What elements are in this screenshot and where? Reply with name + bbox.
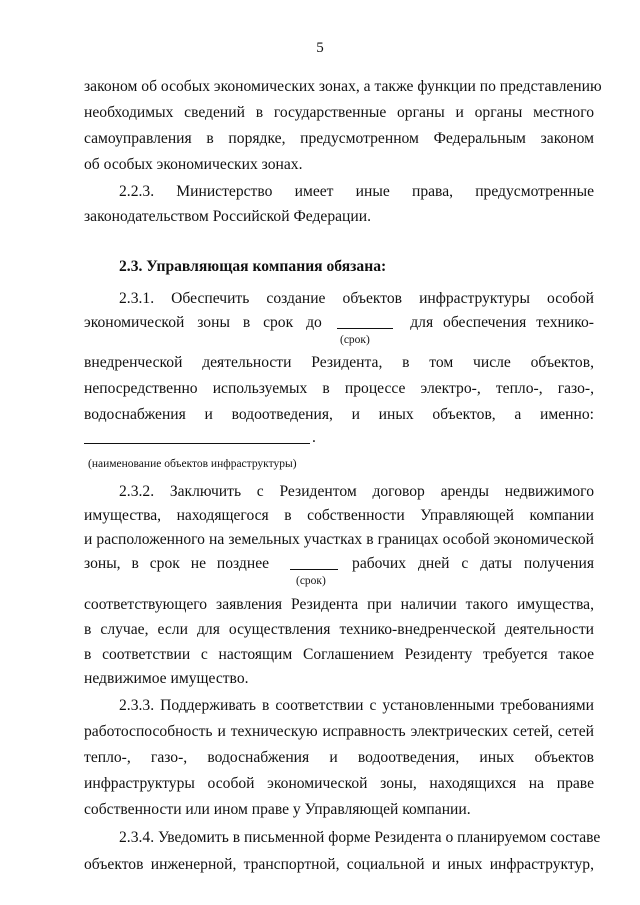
blank-caption: (наименование объектов инфраструктуры) (88, 458, 297, 470)
text-line: объектов инженерной, транспортной, социальной и иных инфраструктур, (84, 856, 594, 873)
page-number: 5 (316, 40, 324, 56)
text-line-with-blank (84, 428, 334, 448)
text-fragment: для обеспечения технико- (410, 314, 594, 331)
text-line: 2.2.3. Министерство имеет иные права, предусмотренные (119, 183, 594, 200)
text-line: и расположенного на земельных участках в границах особой экономической (84, 531, 594, 548)
text-line: законодательством Российской Федерации. (84, 208, 371, 225)
text-line: 2.3.4. Уведомить в письменной форме Резидента о планируемом составе (119, 829, 601, 846)
section-heading: 2.3. Управляющая компания обязана: (119, 258, 387, 275)
text-line: работоспособность и техническую исправность электрических сетей, сетей (84, 723, 594, 740)
text-fragment: . (312, 429, 316, 446)
text-line: недвижимое имущество. (84, 670, 249, 687)
text-fragment: экономической зоны в срок до (84, 314, 322, 331)
text-line: необходимых сведений в государственные органы и органы местного (84, 104, 594, 121)
blank-deadline-field (337, 328, 393, 329)
text-line: тепло-, газо-, водоснабжения и водоотведения, иных объектов (84, 749, 594, 766)
text-line: об особых экономических зонах. (84, 156, 303, 173)
text-fragment: зоны, в срок не позднее (84, 555, 270, 572)
text-line: в соответствии с настоящим Соглашением Резиденту требуется такое (84, 646, 594, 663)
text-line: непосредственно используемых в процессе электро-, тепло-, газо-, (84, 380, 594, 397)
blank-caption: (срок) (340, 334, 370, 346)
blank-caption: (срок) (296, 575, 326, 587)
text-line: 2.3.1. Обеспечить создание объектов инфраструктуры особой (119, 290, 594, 307)
text-line: водоснабжения и водоотведения, и иных объектов, а именно: (84, 406, 594, 423)
text-line-with-blank (84, 554, 594, 574)
text-line: 2.3.3. Поддерживать в соответствии с установленными требованиями (119, 697, 594, 714)
text-line: собственности или ином праве у Управляющей компании. (84, 801, 471, 818)
text-line-with-blank (84, 313, 594, 333)
text-line: инфраструктуры особой экономической зоны, находящихся на праве (84, 775, 594, 792)
text-line: имущества, находящегося в собственности Управляющей компании (84, 507, 594, 524)
blank-objects-field (84, 443, 310, 444)
text-line: в случае, если для осуществления технико-внедренческой деятельности (84, 621, 594, 638)
text-fragment: рабочих дней с даты получения (352, 555, 594, 572)
blank-days-field (290, 569, 338, 570)
text-line: 2.3.2. Заключить с Резидентом договор аренды недвижимого (119, 483, 594, 500)
text-line: соответствующего заявления Резидента при наличии такого имущества, (84, 596, 594, 613)
text-line: внедренческой деятельности Резидента, в том числе объектов, (84, 354, 594, 371)
text-line: законом об особых экономических зонах, а также функции по представлению (84, 78, 602, 95)
text-line: самоуправления в порядке, предусмотренном Федеральным законом (84, 130, 594, 147)
